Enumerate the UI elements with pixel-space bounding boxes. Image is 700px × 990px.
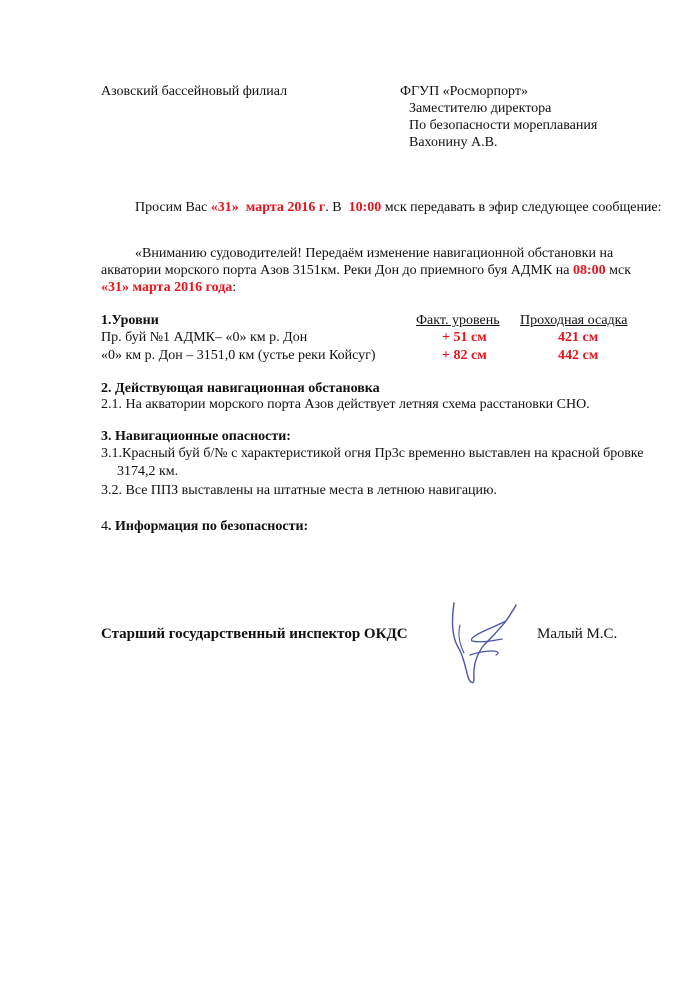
message-line-2-text: акватории морского порта Азов 3151км. Реки Дон до приемного буя АДМК на: [101, 263, 573, 278]
message-colon: :: [232, 280, 237, 295]
signatory-title: Старший государственный инспектор ОКДС: [101, 626, 408, 642]
request-day: «31»: [210, 200, 239, 215]
levels-row-2-fact: + 82 см: [442, 348, 487, 363]
recipient-department: По безопасности мореплавания: [409, 118, 598, 133]
levels-row-2-location: «0» км р. Дон – 3151,0 км (устье реки Койсуг): [101, 348, 376, 363]
message-time: 08:00: [572, 263, 606, 278]
section-3-item-1-line-1: 3.1.Красный буй б/№ с характеристикой огня Пр3с временно выставлен на красной бровке: [101, 446, 644, 461]
handwritten-signature: [440, 595, 520, 695]
message-date: «31» марта 2016 года: [101, 280, 233, 295]
section-3-heading: 3. Навигационные опасности:: [101, 429, 291, 444]
levels-row-2-draft: 442 см: [558, 348, 599, 363]
recipient-org: ФГУП «Росморпорт»: [400, 84, 528, 99]
section-4-heading: [101, 518, 308, 535]
signatory-name: Малый М.С.: [537, 626, 618, 642]
request-prefix: Просим Вас: [135, 200, 211, 215]
section-3-item-2: 3.2. Все ППЗ выставлены на штатные места в летнюю навигацию.: [101, 483, 497, 498]
message-line-2: [101, 262, 631, 279]
request-suffix: мск передавать в эфир следующее сообщение:: [381, 200, 662, 215]
message-line-1: «Вниманию судоводителей! Передаём изменение навигационной обстановки на: [135, 246, 614, 261]
sender-org: Азовский бассейновый филиал: [101, 84, 288, 99]
levels-row-1-fact: + 51 см: [442, 330, 487, 345]
levels-col-fact: Факт. уровень: [416, 313, 500, 328]
request-time: 10:00: [348, 200, 382, 215]
levels-row-1-location: Пр. буй №1 АДМК– «0» км р. Дон: [101, 330, 308, 345]
levels-row-1-draft: 421 см: [558, 330, 599, 345]
section-3-item-1-line-2: 3174,2 км.: [117, 464, 179, 479]
recipient-position: Заместителю директора: [409, 101, 552, 116]
request-month-year: марта 2016 г: [245, 200, 326, 215]
section-2-heading: 2. Действующая навигационная обстановка: [101, 381, 380, 396]
section-4-number: 4: [101, 519, 108, 534]
message-line-2-suffix: мск: [605, 263, 632, 278]
levels-col-draft: Проходная осадка: [520, 313, 628, 328]
section-4-title: . Информация по безопасности:: [108, 519, 309, 534]
message-line-3: [101, 279, 236, 296]
request-mid: . В: [325, 200, 346, 215]
recipient-name: Вахонину А.В.: [409, 135, 498, 150]
section-2-text: 2.1. На акватории морского порта Азов действует летняя схема расстановки СНО.: [101, 397, 590, 412]
levels-heading: 1.Уровни: [101, 313, 159, 328]
request-line: [135, 199, 662, 216]
